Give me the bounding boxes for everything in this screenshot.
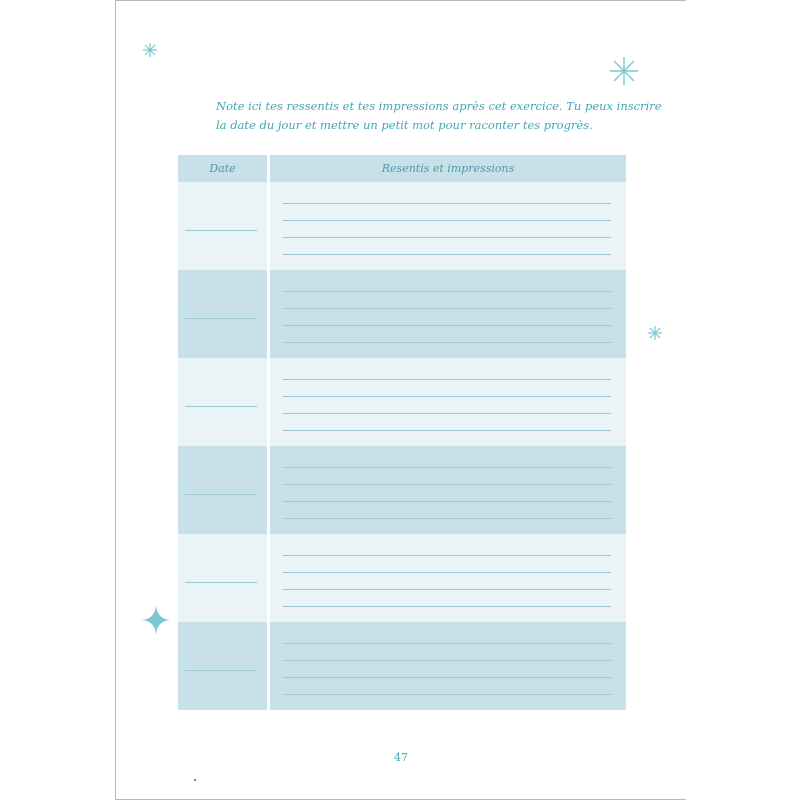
journal-table xyxy=(178,155,626,709)
column-divider xyxy=(267,534,270,622)
page-number: 47 xyxy=(394,751,408,764)
impression-write-line[interactable] xyxy=(283,467,611,468)
impression-write-line[interactable] xyxy=(283,501,611,502)
impression-write-line[interactable] xyxy=(283,325,611,326)
impression-write-line[interactable] xyxy=(283,555,611,556)
workbook-page xyxy=(115,0,686,800)
impression-write-line[interactable] xyxy=(283,589,611,590)
table-row xyxy=(178,270,626,358)
column-divider xyxy=(267,358,270,446)
date-write-line[interactable] xyxy=(185,406,257,407)
impression-write-line[interactable] xyxy=(283,237,611,238)
column-divider xyxy=(267,182,270,270)
impression-write-line[interactable] xyxy=(283,291,611,292)
impression-write-line[interactable] xyxy=(283,518,611,519)
impression-write-line[interactable] xyxy=(283,677,611,678)
impression-write-line[interactable] xyxy=(283,660,611,661)
column-divider xyxy=(267,622,270,710)
date-write-line[interactable] xyxy=(185,582,257,583)
impression-write-line[interactable] xyxy=(283,396,611,397)
impression-write-line[interactable] xyxy=(283,220,611,221)
impression-write-line[interactable] xyxy=(283,203,611,204)
table-row xyxy=(178,358,626,446)
table-row xyxy=(178,534,626,622)
column-divider xyxy=(267,446,270,534)
impression-write-line[interactable] xyxy=(283,606,611,607)
impressions-column-header: Resentis et impressions xyxy=(270,155,626,182)
sparkle-icon xyxy=(141,41,159,59)
sparkle-icon xyxy=(608,55,640,87)
table-row xyxy=(178,182,626,270)
impression-write-line[interactable] xyxy=(283,694,611,695)
impression-write-line[interactable] xyxy=(283,379,611,380)
date-write-line[interactable] xyxy=(185,318,257,319)
table-row xyxy=(178,446,626,534)
date-column-header: Date xyxy=(178,155,267,182)
impression-write-line[interactable] xyxy=(283,413,611,414)
date-write-line[interactable] xyxy=(185,670,257,671)
impression-write-line[interactable] xyxy=(283,254,611,255)
date-write-line[interactable] xyxy=(185,230,257,231)
impression-write-line[interactable] xyxy=(283,430,611,431)
table-row xyxy=(178,622,626,710)
print-mark xyxy=(194,779,196,781)
impression-write-line[interactable] xyxy=(283,308,611,309)
instructions-text xyxy=(216,97,662,135)
impression-write-line[interactable] xyxy=(283,342,611,343)
sparkle-icon xyxy=(646,324,664,342)
column-divider xyxy=(267,270,270,358)
impression-write-line[interactable] xyxy=(283,572,611,573)
sparkle-icon xyxy=(141,604,171,636)
instructions-line: la date du jour et mettre un petit mot pour raconter tes progrès. xyxy=(216,118,593,132)
impression-write-line[interactable] xyxy=(283,484,611,485)
impression-write-line[interactable] xyxy=(283,643,611,644)
date-write-line[interactable] xyxy=(185,494,257,495)
instructions-line: Note ici tes ressentis et tes impressions après cet exercice. Tu peux inscrire xyxy=(216,99,662,113)
